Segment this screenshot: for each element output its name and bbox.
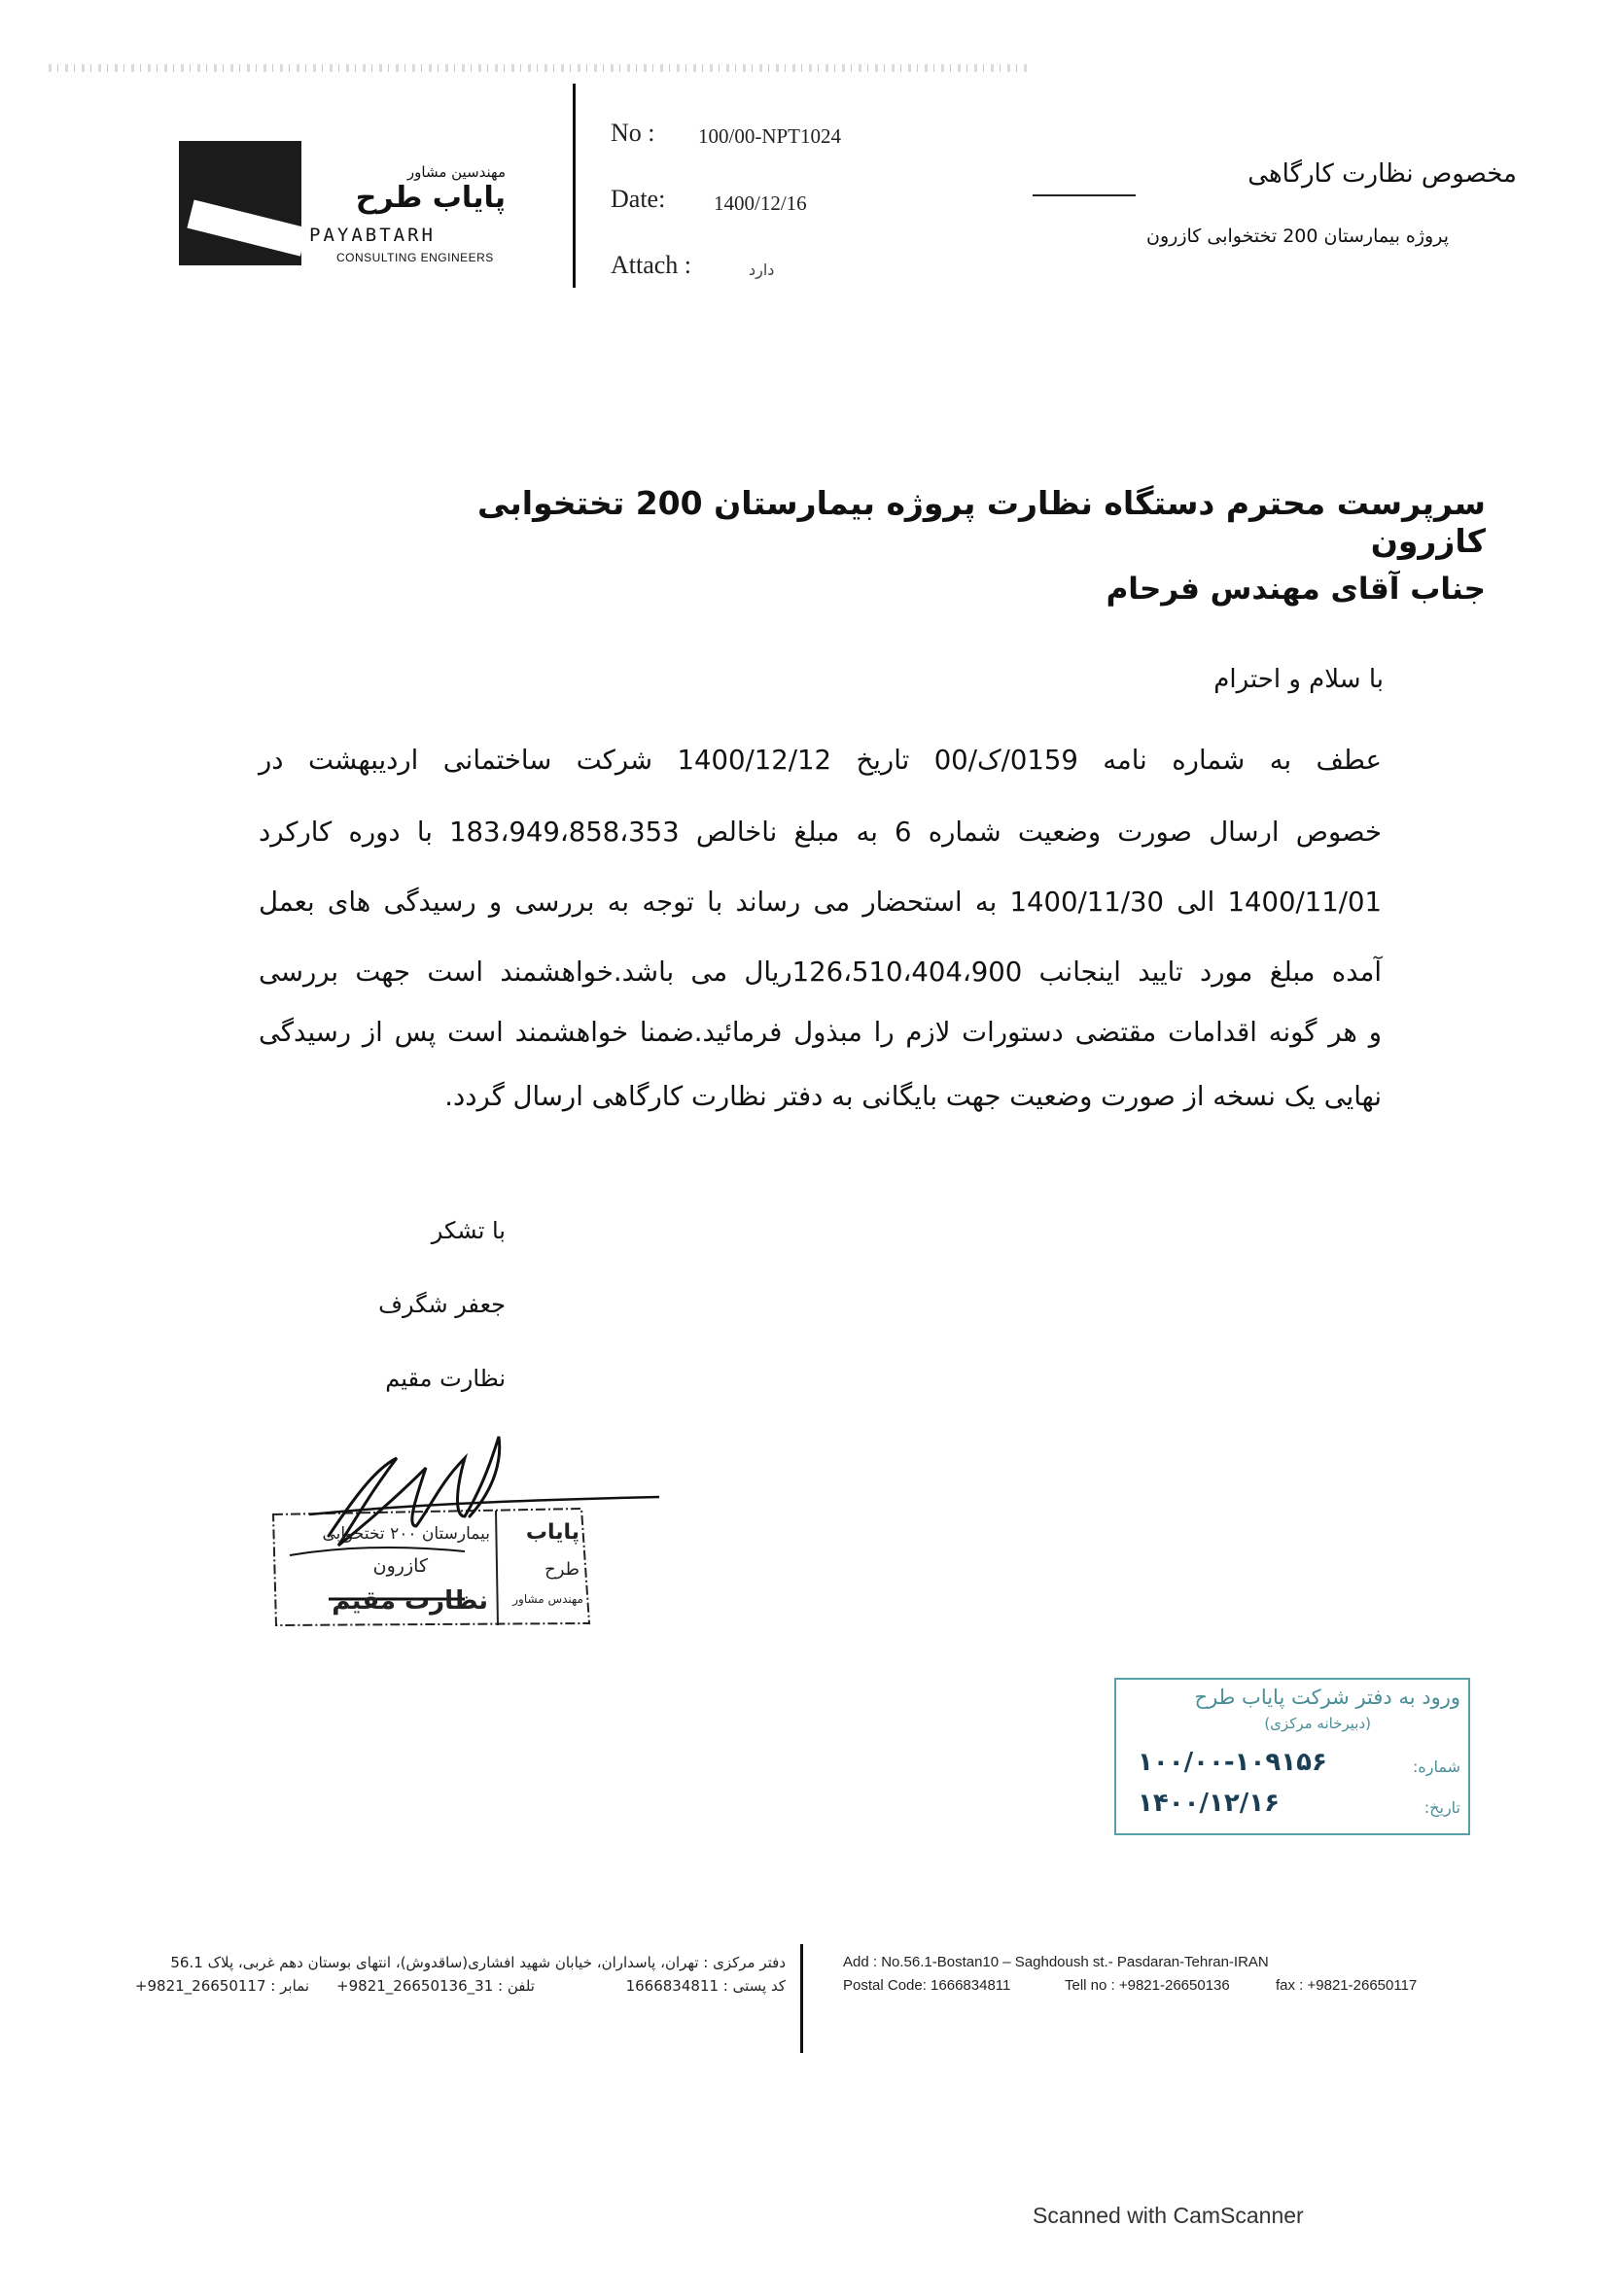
body-line-3: 1400/11/01 الی 1400/11/30 به استحضار می رساند با توجه به بررسی و رسیدگی های بعمل — [259, 887, 1382, 918]
recv-title: ورود به دفتر شرکت پایاب طرح — [1194, 1686, 1460, 1709]
footer-fax-fa: نمابر : 26650117_9821+ — [134, 1977, 309, 1995]
body-line-4: آمده مبلغ مورد تایید اینجانب 126،510،404،900ریال می باشد.خواهشمند است جهت بررسی — [259, 957, 1382, 988]
greeting: با سلام و احترام — [1213, 665, 1384, 694]
recv-date-value: ۱۴۰۰/۱۲/۱۶ — [1138, 1789, 1280, 1818]
seal-logo-2: طرح — [545, 1559, 580, 1580]
seal-logo-1: پایاب — [525, 1520, 580, 1545]
camscanner-watermark: Scanned with CamScanner — [1033, 2203, 1304, 2228]
recv-date-label: تاریخ: — [1423, 1798, 1460, 1817]
signer-title: نظارت مقیم — [385, 1365, 506, 1392]
subject-project: پروژه بیمارستان 200 تختخوابی کازرون — [1146, 226, 1449, 247]
received-stamp — [1114, 1678, 1470, 1835]
logo-subtitle-fa: مهندسین مشاور — [406, 163, 506, 181]
signature-seal — [270, 1400, 659, 1633]
logo-name-en: PAYABTARH — [309, 225, 436, 246]
body-line-5: و هر گونه اقدامات مقتضی دستورات لازم را مبذول فرمائید.ضمنا خواهشمند است پس از رسیدگی — [259, 1017, 1382, 1048]
footer-phone-fa: تلفن : 31_26650136_9821+ — [336, 1977, 535, 1995]
body-line-6: نهایی یک نسخه از صورت وضعیت جهت بایگانی به دفتر نظارت کارگاهی ارسال گردد. — [444, 1081, 1382, 1112]
footer-postal-fa: کد پستی : 1666834811 — [625, 1977, 786, 1995]
logo-name-fa: پایاب طرح — [355, 181, 506, 215]
subject-underline — [1033, 194, 1136, 196]
company-logo — [179, 141, 301, 265]
seal-line-3: نظارت مقیم — [332, 1586, 488, 1616]
closing: با تشکر — [431, 1217, 506, 1244]
subject-title: مخصوص نظارت کارگاهی — [1247, 159, 1517, 189]
body-line-2: خصوص ارسال صورت وضعیت شماره 6 به مبلغ ناخالص 183،949،858،353 با دوره کارکرد — [259, 817, 1382, 848]
footer-divider — [800, 1944, 803, 2053]
date-label: Date: — [611, 185, 666, 213]
recv-number-label: شماره: — [1412, 1757, 1460, 1776]
attach-value: دارد — [749, 261, 775, 279]
attach-label: Attach : — [611, 251, 692, 279]
logo-mark — [187, 199, 301, 256]
footer-phone-en: Tell no : +9821-26650136 — [1065, 1977, 1230, 1994]
footer-address-en: Add : No.56.1-Bostan10 – Saghdoush st.- Pasdaran-Tehran-IRAN — [843, 1954, 1269, 1970]
addressee-line-1: سرپرست محترم دستگاه نظارت پروژه بیمارستان 200 تختخوابی کازرون — [477, 484, 1486, 560]
signer-name: جعفر شگرف — [378, 1291, 506, 1318]
recv-number-value: ۱۰۰/۰۰-۱۰۹۱۵۶ — [1138, 1748, 1327, 1777]
header-divider — [573, 84, 576, 288]
seal-line-2: کازرون — [372, 1555, 428, 1577]
no-label: No : — [611, 119, 655, 147]
footer-fax-en: fax : +9821-26650117 — [1276, 1977, 1418, 1994]
seal-logo-3: مهندس مشاور — [512, 1592, 583, 1606]
logo-subtitle-en: CONSULTING ENGINEERS — [336, 251, 494, 264]
addressee-line-2: جناب آقای مهندس فرحام — [1106, 572, 1486, 607]
scan-noise — [49, 64, 1031, 72]
seal-line-1: بیمارستان ۲۰۰ تختخوابی — [322, 1524, 490, 1544]
body-line-1: عطف به شماره نامه 0159/ک/00 تاریخ 1400/12/12 شرکت ساختمانی اردیبهشت در — [259, 745, 1382, 776]
no-value: 100/00-NPT1024 — [698, 124, 841, 148]
recv-subtitle: (دبیرخانه مرکزی) — [1264, 1715, 1371, 1732]
footer-postal-en: Postal Code: 1666834811 — [843, 1977, 1011, 1994]
date-value: 1400/12/16 — [714, 191, 807, 215]
footer-address-fa: دفتر مرکزی : تهران، پاسداران، خیابان شهید افشاری(ساقدوش)، انتهای بوستان دهم غربی، پلاک 56.1 — [170, 1954, 786, 1971]
